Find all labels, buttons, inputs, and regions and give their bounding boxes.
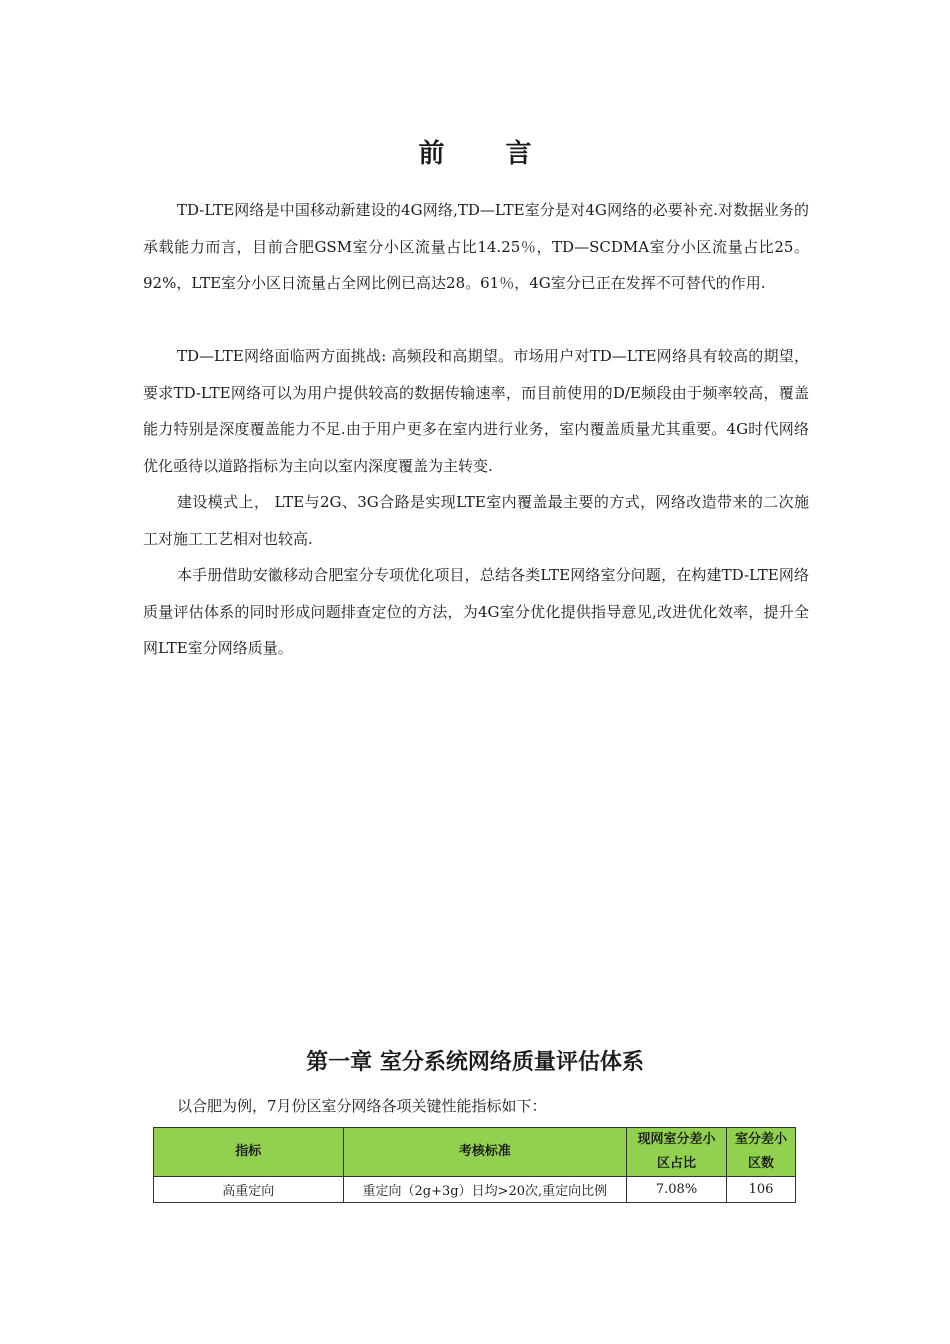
- table-row: [154, 1177, 796, 1203]
- preface-paragraph-3: 建设模式上， LTE与2G、3G合路是实现LTE室内覆盖最主要的方式，网络改造带来的二次施工对施工工艺相对也较高.: [143, 493, 809, 548]
- header-count: [727, 1128, 796, 1177]
- header-ratio: [627, 1128, 727, 1177]
- cell-count: 106: [727, 1177, 796, 1203]
- header-count-text: 室分差小区数: [735, 1132, 788, 1171]
- header-criteria: 考核标准: [343, 1128, 626, 1177]
- cell-indicator: 高重定向: [154, 1177, 344, 1203]
- cell-ratio: 7.08%: [627, 1177, 727, 1203]
- chapter-title: 第一章 室分系统网络质量评估体系: [306, 1050, 644, 1075]
- cell-criteria: 重定向（2g+3g）日均>20次,重定向比例: [343, 1177, 626, 1203]
- preface-paragraph-4: 本手册借助安徽移动合肥室分专项优化项目，总结各类LTE网络室分问题，在构建TD-LTE网络质量评估体系的同时形成问题排查定位的方法，为4G室分优化提供指导意见,改进优化效率，提升全网LTE室分网络质量。: [143, 566, 809, 657]
- kpi-table: [153, 1127, 796, 1203]
- preface-title: 前 言: [418, 139, 558, 169]
- table-header-row: [154, 1128, 796, 1177]
- chapter-intro: 以合肥为例，7月份区室分网络各项关键性能指标如下：: [177, 1097, 547, 1115]
- preface-paragraph-1: TD-LTE网络是中国移动新建设的4G网络,TD—LTE室分是对4G网络的必要补充.对数据业务的承载能力而言，目前合肥GSM室分小区流量占比14.25％，TD—SCDMA室分小区流量占比25。92%，LTE室分小区日流量占全网比例已高达28。61％，4G室分已正在发挥不可替代的作用.: [143, 201, 809, 292]
- header-indicator: 指标: [154, 1128, 344, 1177]
- preface-paragraph-2: TD—LTE网络面临两方面挑战: 高频段和高期望。市场用户对TD—LTE网络具有较高的期望，要求TD-LTE网络可以为用户提供较高的数据传输速率，而目前使用的D/E频段由于频率较高，覆盖能力特别是深度覆盖能力不足.由于用户更多在室内进行业务，室内覆盖质量尤其重要。4G时代网络优化亟待以道路指标为主向以室内深度覆盖为主转变.: [143, 347, 809, 475]
- header-ratio-text: 现网室分差小区占比: [637, 1132, 716, 1171]
